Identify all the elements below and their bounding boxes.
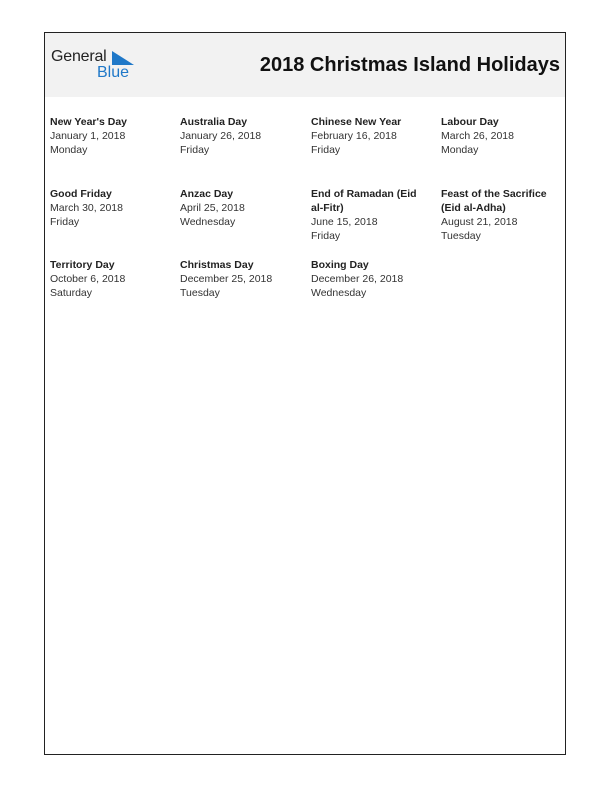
holiday-date: April 25, 2018 [180,202,245,214]
holiday-date: February 16, 2018 [311,130,397,142]
holiday-item [180,187,305,229]
holiday-date: October 6, 2018 [50,273,126,285]
holiday-item [180,115,305,157]
holiday-name: Chinese New Year [311,116,402,128]
holiday-item [311,187,429,243]
page-title: 2018 Christmas Island Holidays [259,54,560,76]
holiday-weekday: Monday [441,144,479,156]
holiday-item [311,258,436,300]
brand-logo [51,48,141,84]
holiday-name: Christmas Day [180,259,254,271]
holiday-name: Boxing Day [311,259,369,271]
holiday-name: Anzac Day [180,188,234,200]
holiday-weekday: Tuesday [441,230,481,242]
header-band [45,33,565,97]
holiday-date: June 15, 2018 [311,216,378,228]
holiday-item [441,187,553,243]
holiday-weekday: Saturday [50,287,93,299]
holiday-weekday: Friday [311,230,341,242]
logo-text-general: General [51,48,107,65]
holiday-name: Feast of the Sacrifice (Eid al-Adha) [441,188,547,214]
holiday-weekday: Friday [180,144,210,156]
holiday-item [50,258,175,300]
holiday-weekday: Tuesday [180,287,220,299]
logo-triangle-icon [112,51,136,65]
holiday-weekday: Wednesday [311,287,367,299]
holiday-name: Territory Day [50,259,115,271]
holiday-date: March 26, 2018 [441,130,514,142]
holiday-date: December 26, 2018 [311,273,404,285]
holiday-item [311,115,436,157]
holiday-date: January 26, 2018 [180,130,262,142]
holiday-weekday: Friday [50,216,80,228]
holiday-item [441,115,566,157]
holiday-date: December 25, 2018 [180,273,273,285]
holiday-weekday: Friday [311,144,341,156]
holiday-name: Australia Day [180,116,248,128]
holiday-name: Good Friday [50,188,112,200]
holiday-date: March 30, 2018 [50,202,123,214]
holiday-name: Labour Day [441,116,499,128]
holiday-item [180,258,305,300]
holiday-date: January 1, 2018 [50,130,126,142]
holiday-date: August 21, 2018 [441,216,518,228]
holiday-name: End of Ramadan (Eid al-Fitr) [311,188,417,214]
holiday-weekday: Wednesday [180,216,236,228]
logo-text-blue: Blue [97,64,130,81]
page-frame [44,32,566,755]
holiday-weekday: Monday [50,144,88,156]
holiday-item [50,187,175,229]
holiday-name: New Year's Day [50,116,128,128]
holiday-item [50,115,175,157]
